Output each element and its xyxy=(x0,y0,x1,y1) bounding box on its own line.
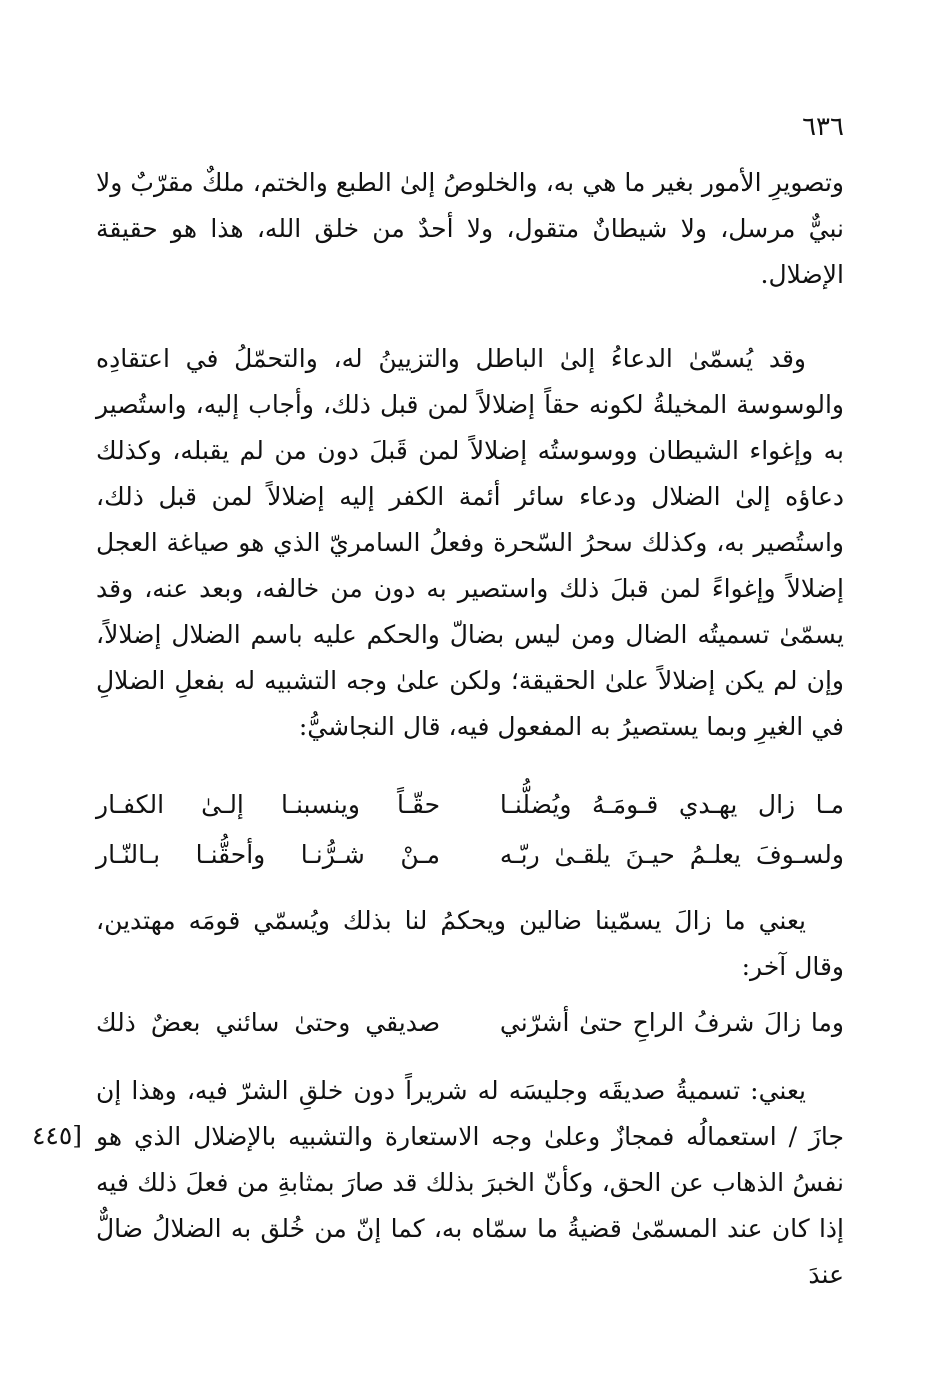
paragraph-2: وقد يُسمّىٰ الدعاءُ إلىٰ الباطل والتزيينُ له، والتحمّلُ في اعتقادِه والوسوسة المخيلةُ لكونه حقاً إضلالاً لمن قبل ذلك، وأجاب إليه، واستُصير به وإغواء الشيطان ووسوستُه إضلالاً لمن قَبلَ دون من لم يقبله، وكذلك دعاؤه إلىٰ الضلال ودعاء سائر أئمة الكفر إليه إضلالاً لمن قبل ذلك، واستُصير به، وكذلك سحرُ السّحرة وفعلُ السامريّ الذي هو صياغة العجل إضلالاً وإغواءً لمن قبلَ ذلك واستصير به دون من خالفه، وبعد عنه، وقد يسمّىٰ تسميتُه الضال ومن ليس بضالّ والحكم عليه باسم الضلال إضلالاً، وإن لم يكن إضلالاً علىٰ الحقيقة؛ ولكن علىٰ وجه التشبيه له بفعلِ الضلالِ في الغيرِ وبما يستصيرُ به المفعول فيه، قال النجاشيُّ: xyxy=(96,344,844,741)
verse-1-second-hemistich: حقّـاً وينسبنـا إلـىٰ الكفـار xyxy=(96,790,441,819)
manuscript-folio-reference: [٤٤٥ xyxy=(32,1121,83,1150)
poem-block-2 xyxy=(96,998,844,1048)
verse-line-1 xyxy=(96,780,844,830)
verse-1-first-hemistich: مـا زال يهـدي قـومَـهُ ويُضلُّنـا xyxy=(499,790,844,819)
paragraph-4: يعني: تسميةُ صديقَه وجليسَه له شريراً دون خلقِ الشرّ فيه، وهذا إن جازَ / استعمالُه فمجازٌ وعلىٰ وجه الاستعارة والتشبيه بالإضلال الذي هو نفسُ الذهاب عن الحق، وكأنّ الخبرَ بذلك قد صارَ بمثابةِ من فعلَ ذلك فيه إذا كان عند المسمّىٰ قضيةُ ما سمّاه به، كما إنّ من خُلق به الضلالُ ضالٌّ عندَ xyxy=(96,1076,844,1289)
verse-2-first-hemistich: ولسـوفَ يعلـمُ حيـنَ يلقـىٰ ربّـه xyxy=(499,840,844,869)
verse-line-3 xyxy=(96,998,844,1048)
paragraph-3: يعني ما زالَ يسمّينا ضالين ويحكمُ لنا بذلك ويُسمّي قومَه مهتدين، وقال آخر: xyxy=(96,906,844,981)
page-number: ٦٣٦ xyxy=(802,112,844,142)
verse-3-second-hemistich: صديقي وحتىٰ سائني بعضٌ ذلك xyxy=(96,1008,441,1037)
paragraph-1: وتصويرِ الأمور بغير ما هي به، والخلوصُ إلىٰ الطبع والختم، ملكٌ مقرّبٌ ولا نبيٌّ مرسل، ولا شيطانٌ متقول، ولا أحدٌ من خلق الله، هذا هو حقيقة الإضلال. xyxy=(96,168,844,289)
verse-2-second-hemistich: مـنْ شـرُّنـا وأحقُّنـا بـالنّـار xyxy=(96,840,441,869)
poem-block-1 xyxy=(96,780,844,880)
verse-line-2 xyxy=(96,830,844,880)
verse-3-first-hemistich: وما زالَ شرفُ الراحِ حتىٰ أشرّني xyxy=(499,1008,844,1037)
